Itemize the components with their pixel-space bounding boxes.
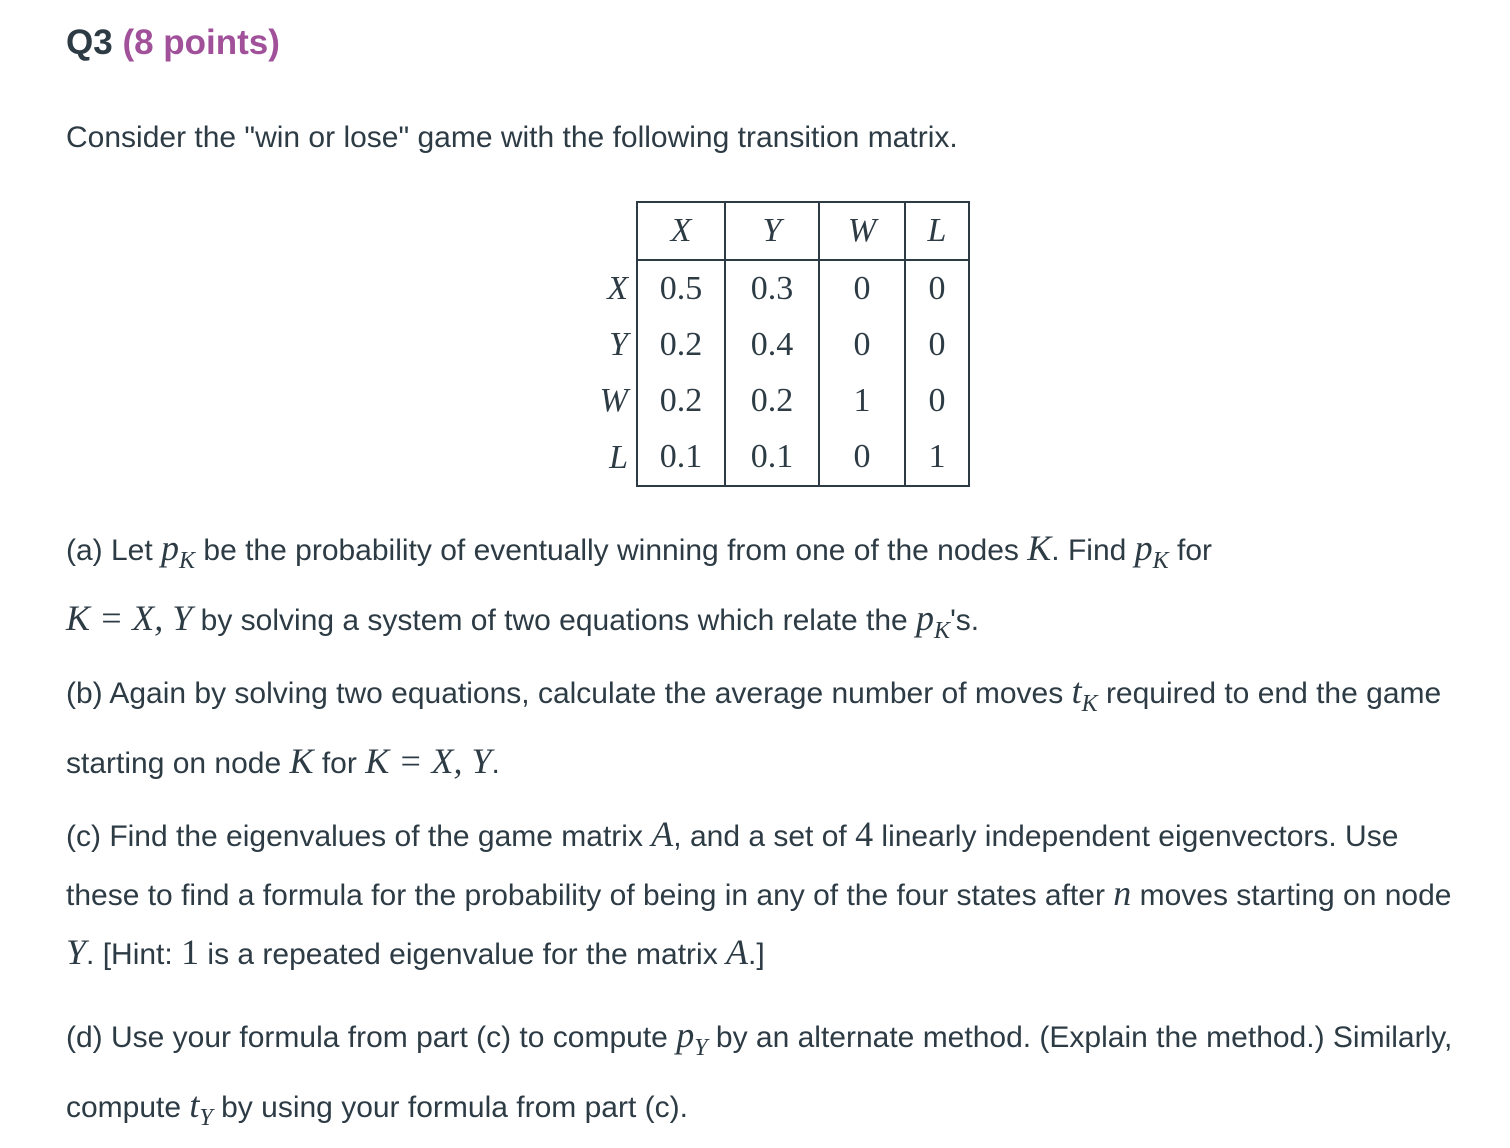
text: , and a set of bbox=[673, 820, 856, 853]
question-points: (8 points) bbox=[122, 23, 280, 62]
matrix-cell: 0 bbox=[905, 373, 969, 429]
text: (b) Again by solving two equations, calculate the average number of moves bbox=[66, 677, 1072, 710]
question-number: Q3 bbox=[66, 23, 113, 62]
matrix-row bbox=[570, 373, 969, 429]
matrix-cell: 0.5 bbox=[637, 260, 725, 317]
math-var: t bbox=[189, 1085, 200, 1125]
math-var: t bbox=[1071, 671, 1082, 711]
part-a bbox=[66, 520, 1466, 660]
math-var: K bbox=[365, 741, 390, 781]
math-sub: K bbox=[179, 548, 196, 574]
math-sub: Y bbox=[694, 1035, 708, 1061]
text: by an alternate method. (Explain the method.) Similarly, compute bbox=[66, 1021, 1453, 1124]
matrix-cell: 0.2 bbox=[637, 317, 725, 373]
matrix-cell: 0.3 bbox=[725, 260, 819, 317]
matrix-row bbox=[570, 429, 969, 486]
text: is a repeated eigenvalue for the matrix bbox=[199, 938, 727, 971]
row-header: X bbox=[607, 269, 628, 307]
row-header: Y bbox=[609, 326, 628, 363]
math-var: n bbox=[1113, 873, 1132, 913]
math-eq: = X, Y bbox=[389, 741, 492, 781]
matrix-cell: 0 bbox=[819, 429, 905, 486]
matrix-row bbox=[570, 260, 969, 317]
row-header: L bbox=[609, 438, 628, 476]
text: be the probability of eventually winning from one of the nodes bbox=[195, 534, 1028, 567]
text: for bbox=[1168, 534, 1213, 567]
math-sub: K bbox=[934, 618, 951, 644]
part-c bbox=[66, 806, 1466, 983]
text: by using your formula from part (c). bbox=[212, 1091, 688, 1124]
part-d bbox=[66, 1007, 1466, 1147]
math-var: K bbox=[66, 598, 91, 638]
text: for bbox=[313, 747, 366, 780]
math-var: p bbox=[161, 528, 180, 568]
text: linearly independent eigenvectors. Use these to find a formula for the probability of being in any of the four states after bbox=[66, 820, 1399, 912]
math-var: p bbox=[676, 1015, 695, 1055]
text: . [Hint: bbox=[86, 938, 182, 971]
matrix-cell: 0.2 bbox=[637, 373, 725, 429]
col-header: L bbox=[905, 202, 969, 260]
math-num: 4 bbox=[855, 814, 874, 854]
col-header: Y bbox=[725, 202, 819, 260]
matrix-row bbox=[570, 317, 969, 373]
text: .] bbox=[748, 938, 765, 971]
text: . Find bbox=[1051, 534, 1135, 567]
col-header: W bbox=[819, 202, 905, 260]
col-header: X bbox=[637, 202, 725, 260]
text: by solving a system of two equations which relate the bbox=[192, 604, 917, 637]
part-b bbox=[66, 663, 1466, 792]
matrix-cell: 0 bbox=[819, 260, 905, 317]
text: (c) Find the eigenvalues of the game matrix bbox=[66, 820, 652, 853]
question-title bbox=[66, 22, 280, 64]
text: . bbox=[491, 747, 500, 780]
math-num: 1 bbox=[181, 932, 200, 972]
math-var: p bbox=[1134, 528, 1153, 568]
matrix-cell: 1 bbox=[819, 373, 905, 429]
math-var: p bbox=[916, 598, 935, 638]
matrix-cell: 0 bbox=[905, 260, 969, 317]
math-var: A bbox=[651, 814, 674, 854]
math-sub: Y bbox=[199, 1105, 213, 1131]
math-eq: = X, Y bbox=[90, 598, 193, 638]
math-var: A bbox=[726, 932, 749, 972]
intro-text: Consider the "win or lose" game with the following transition matrix. bbox=[66, 121, 958, 154]
text: 's. bbox=[950, 604, 980, 637]
math-var: Y bbox=[66, 932, 87, 972]
text: (a) Let bbox=[66, 534, 162, 567]
text: required to end the game starting on node bbox=[66, 677, 1442, 780]
matrix-cell: 0.1 bbox=[725, 429, 819, 486]
matrix-cell: 0.4 bbox=[725, 317, 819, 373]
matrix-cell: 1 bbox=[905, 429, 969, 486]
math-sub: K bbox=[1081, 691, 1098, 717]
math-var: K bbox=[289, 741, 314, 781]
matrix-cell: 0 bbox=[819, 317, 905, 373]
text: moves starting on node bbox=[1131, 879, 1452, 912]
row-header: W bbox=[599, 382, 628, 419]
math-var: K bbox=[1027, 528, 1052, 568]
math-sub: K bbox=[1152, 548, 1169, 574]
matrix-corner bbox=[570, 202, 637, 260]
matrix-header-row bbox=[570, 202, 969, 260]
matrix-cell: 0.1 bbox=[637, 429, 725, 486]
transition-matrix bbox=[570, 201, 970, 487]
matrix-cell: 0 bbox=[905, 317, 969, 373]
text: (d) Use your formula from part (c) to compute bbox=[66, 1021, 677, 1054]
matrix-cell: 0.2 bbox=[725, 373, 819, 429]
